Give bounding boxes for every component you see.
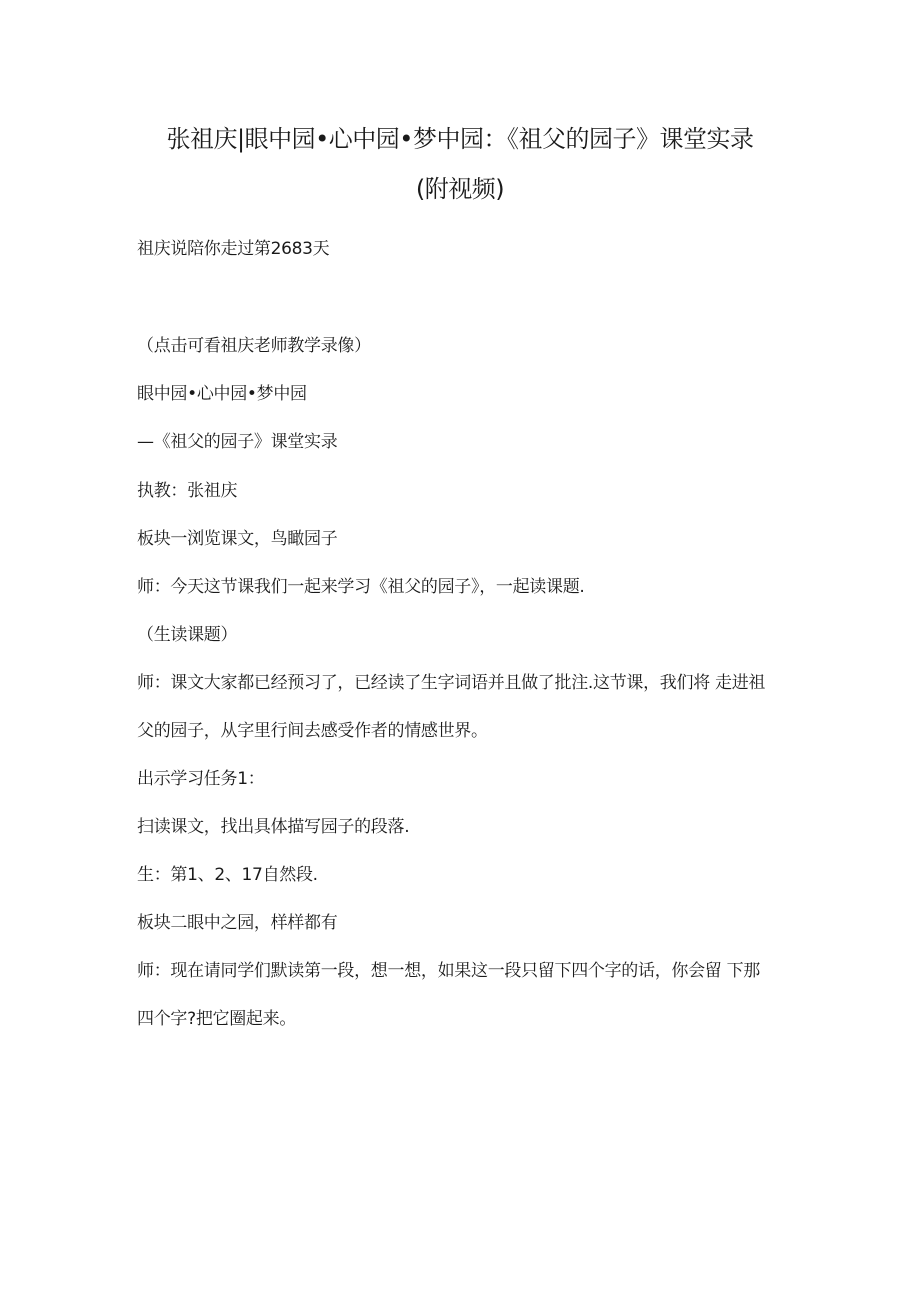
section-heading-1: 板块一浏览课文，鸟瞰园子 <box>137 529 338 549</box>
paragraph-text: 生：第1、2、17自然段. <box>137 865 318 885</box>
section-heading-2: 板块二眼中之园，样样都有 <box>137 913 338 933</box>
paragraph-text: 父的园子，从字里行间去感受作者的情感世界。 <box>137 721 488 741</box>
paragraph-text: 师：课文大家都已经预习了，已经读了生字词语并且做了批注.这节课，我们将 走进祖 <box>137 673 766 693</box>
paragraph-video-note: （点击可看祖庆老师教学录像） <box>137 336 371 356</box>
paragraph-text: 出示学习任务1： <box>137 769 265 789</box>
paragraph-subtitle: 眼中园•心中园•梦中园 <box>137 384 307 404</box>
paragraph-day-count: 祖庆说陪你走过第2683天 <box>137 239 330 259</box>
paragraph-text: 师：现在请同学们默读第一段，想一想，如果这一段只留下四个字的话，你会留 下那 <box>137 961 761 981</box>
paragraph-teacher: 执教：张祖庆 <box>137 481 238 501</box>
document-title: 张祖庆|眼中园•心中园•梦中园：《祖父的园子》课堂实录 <box>166 125 754 153</box>
paragraph-record-title: —《祖父的园子》课堂实录 <box>137 432 338 452</box>
paragraph-text: （生读课题） <box>137 625 238 645</box>
paragraph-text: 四个字?把它圈起来。 <box>137 1009 297 1029</box>
paragraph-text: 扫读课文，找出具体描写园子的段落. <box>137 817 410 837</box>
document-title-suffix: (附视频) <box>415 175 505 203</box>
paragraph-text: 师：今天这节课我们一起来学习《祖父的园子》，一起读课题. <box>137 577 585 597</box>
